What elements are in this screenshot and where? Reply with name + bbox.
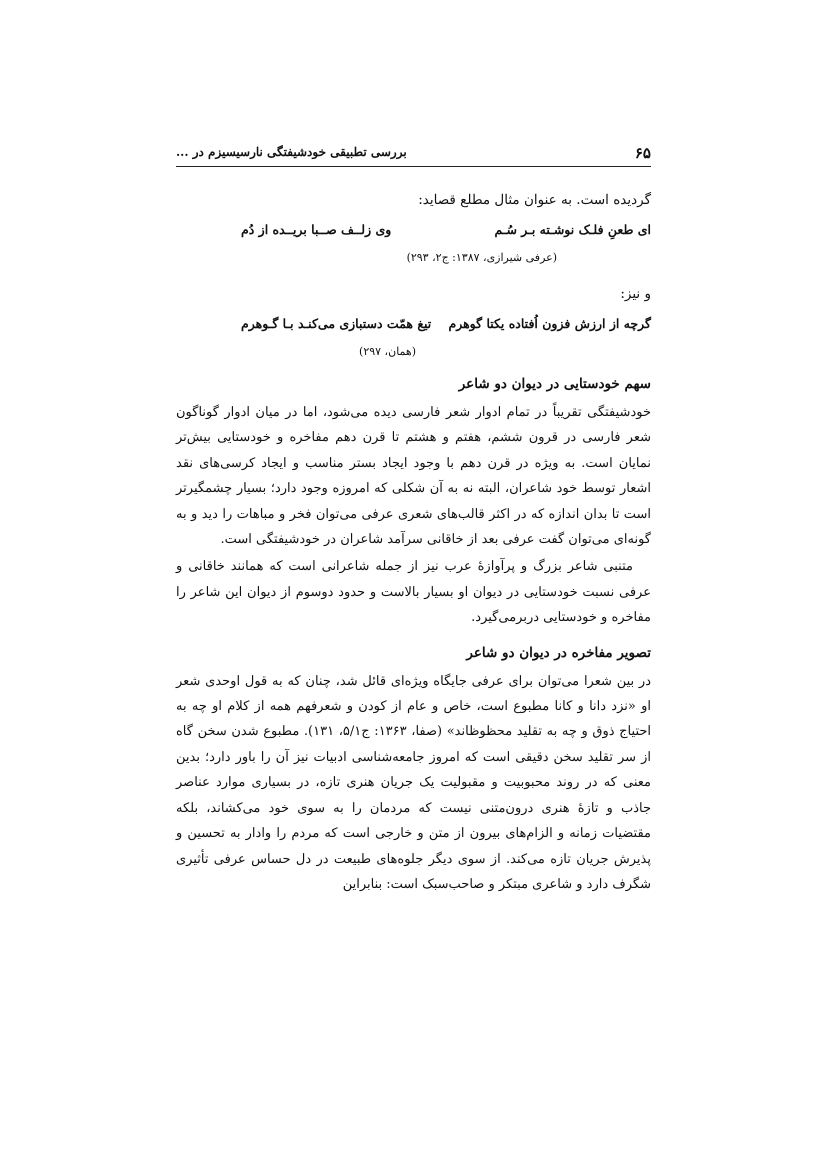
page-number: ۶۵: [634, 144, 651, 162]
verse-2-hemistich-1: گرچه از ارزش فزون اُفتاده یکتا گوهرم: [448, 316, 651, 331]
verse-2-citation: (همان، ۲۹۷): [359, 345, 416, 358]
verse-1-citation: (عرفی شیرازی، ۱۳۸۷: ج۲، ۲۹۳): [406, 251, 557, 264]
verse-couplet-2: [241, 312, 651, 336]
verse-couplet-1: [241, 218, 651, 242]
also-line: و نیز:: [620, 286, 651, 302]
section-1-heading: سهم خودستایی در دیوان دو شاعر: [458, 376, 651, 392]
section-1-paragraph-2: متنبی شاعر بزرگ و پرآوازهٔ عرب نیز از جمله شاعرانی است که همانند خاقانی و عرفی نسبت خودستایی در دیوان او بسیار بالاست و حدود دوسوم از دیوان این شاعر را مفاخره و خودستایی دربرمی‌گیرد.: [176, 559, 651, 626]
section-2-heading: تصویر مفاخره در دیوان دو شاعر: [466, 644, 651, 661]
page-body: [176, 188, 651, 897]
intro-line: گردیده است. به عنوان مثال مطلع قصاید:: [418, 192, 651, 208]
verse-1-hemistich-2: وی زلــف صــبا بریــده از دُم: [241, 222, 392, 237]
section-1-paragraph-1: خودشیفتگی تقریباً در تمام ادوار شعر فارسی دیده می‌شود، اما در میان ادوار گوناگون شعر فارسی در قرون ششم، هفتم و هشتم تا قرن دهم مفاخره و خودستایی بیش‌تر نمایان است. به ویژه در قرن دهم با وجود ایجاد بستر مناسب و ایجاد کرسی‌های نقد اشعار توسط خود شاعران، البته نه به آن شکلی که امروزه وجود دارد؛ بسیار چشمگیرتر است تا بدان اندازه که در اکثر قالب‌های شعری عرفی می‌توان فخر و مباهات را دید و به گونه‌ای می‌توان گفت عرفی بعد از خاقانی سرآمد شاعران در خودشیفتگی است.: [176, 405, 651, 548]
verse-1-hemistich-1: ای طعنِ فلـک نوشـته بـر سُـم: [494, 222, 651, 237]
running-title: بررسی تطبیقی خودشیفتگی نارسیسیزم در ...: [176, 145, 407, 159]
section-2-paragraph: در بین شعرا می‌توان برای عرفی جایگاه ویژه‌ای قائل شد، چنان که به قول اوحدی شعر او «نزد دانا و کانا مطبوع است، خاص و عام از کودن و شعرفهم همه از کلام او چه به احتیاج ذوق و چه به تقلید محظوظاند» (صفا، ۱۳۶۳: ج۵/۱، ۱۳۱). مطبوع شدن سخن گاه از سر تقلید سخن دقیقی است که امروز جامعه‌شناسی ادبیات نیز آن را باور دارد؛ بدین معنی که در روند محبوبیت و مقبولیت یک جریان هنری تازه، در بسیاری موارد عناصر جاذب و تازهٔ هنری درون‌متنی نیست که مردمان را به سوی خود می‌کشاند، بلکه مقتضیات زمانه و الزام‌های بیرون از متن و خارجی است که مردم را وادار به تحسین و پذیرش جریان تازه می‌کند. از سوی دیگر جلوه‌های طبیعت در دل حساس عرفی تأثیری شگرف دارد و شاعری مبتکر و صاحب‌سبک است: بنابراین: [176, 673, 652, 892]
running-header: [176, 142, 651, 167]
verse-2-hemistich-2: تیغ همّت دستبازی می‌کنـد بـا گـوهرم: [241, 316, 432, 331]
